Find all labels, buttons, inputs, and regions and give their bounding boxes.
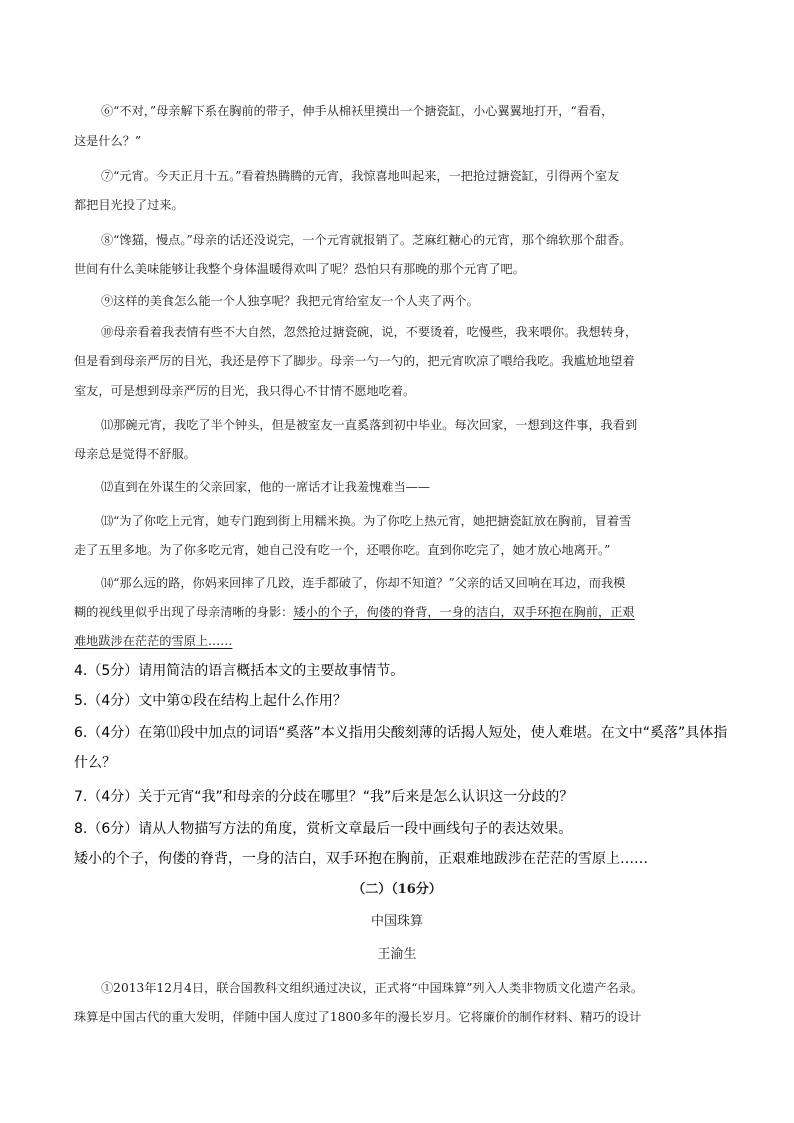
- paragraph-10-line-2: 但是看到母亲严厉的目光，我还是停下了脚步。母亲一勺一勺的，把元宵吹凉了喂给我吃。我尴尬地望着: [74, 354, 635, 368]
- paragraph-6-line-2: 这是什么？”: [74, 134, 142, 148]
- underlined-sentence-part-1: 矮小的个子，佝偻的脊背，一身的洁白，双手环抱在胸前，正艰: [293, 605, 635, 619]
- question-4: 4.（5分）请用简洁的语言概括本文的主要故事情节。: [74, 663, 405, 679]
- paragraph-14-plain-text: 糊的视线里似乎出现了母亲清晰的身影：: [74, 605, 294, 619]
- underlined-sentence-part-2: 难地跋涉在茫茫的雪原上……: [74, 634, 233, 648]
- article-paragraph-1-line-1: ①2013年12月4日，联合国教科文组织通过决议，正式将“中国珠算”列入人类非物质文化遗产名录。: [101, 981, 644, 995]
- article-author: 王渝生: [377, 947, 417, 962]
- section-heading: （二）（16分）: [352, 882, 442, 897]
- paragraph-14-line-1: ⒁“那么远的路，你妈来回摔了几跤，连手都破了，你却不知道？”父亲的话又回响在耳边，而我模: [101, 576, 626, 590]
- question-5: 5.（4分）文中第①段在结构上起什么作用？: [74, 693, 347, 709]
- paragraph-10-line-1: ⑩母亲看着我表情有些不大自然，忽然抢过搪瓷碗，说，不要烫着，吃慢些，我来喂你。我想转身，: [101, 325, 638, 339]
- question-8: 8.（6分）请从人物描写方法的角度，赏析文章最后一段中画线句子的表达效果。: [74, 821, 573, 837]
- paragraph-7-line-1: ⑦“元宵。今天正月十五。”看着热腾腾的元宵，我惊喜地叫起来，一把抢过搪瓷缸，引得两个室友: [101, 169, 620, 183]
- paragraph-8-line-2: 世间有什么美味能够让我整个身体温暖得欢叫了呢？恐怕只有那晚的那个元宵了吧。: [74, 262, 525, 276]
- paragraph-13-line-2: 走了五里多地。为了你多吃元宵，她自己没有吃一个，还喂你吃。直到你吃完了，她才放心地离开。”: [74, 543, 611, 557]
- article-paragraph-1-line-2: 珠算是中国古代的重大发明，伴随中国人度过了1800多年的漫长岁月。它将廉价的制作材料、精巧的设计: [74, 1010, 642, 1024]
- paragraph-8-line-1: ⑧“馋猫，慢点。”母亲的话还没说完，一个元宵就报销了。芝麻红糖心的元宵，那个绵软那个甜香。: [101, 233, 632, 247]
- paragraph-11-line-2: 母亲总是觉得不舒服。: [74, 447, 196, 461]
- question-7: 7.（4分）关于元宵“我”和母亲的分歧在哪里？“我”后来是怎么认识这一分歧的？: [74, 789, 574, 805]
- article-title: 中国珠算: [370, 914, 423, 929]
- question-6-line-2: 什么？: [74, 755, 116, 771]
- paragraph-12-line-1: ⑿直到在外谋生的父亲回家，他的一席话才让我羞愧难当——: [101, 480, 431, 494]
- paragraph-10-line-3: 室友，可是想到母亲严厉的目光，我只得心不甘情不愿地吃着。: [74, 384, 416, 398]
- paragraph-6-line-1: ⑥“不对，”母亲解下系在胸前的带子，伸手从棉袄里摸出一个搪瓷缸，小心翼翼地打开，“看看，: [101, 104, 614, 118]
- question-6-line-1: 6.（4分）在第⑾段中加点的词语“奚落”本义指用尖酸刻薄的话揭人短处，使人难堪。在文中“奚落”具体指: [74, 725, 728, 741]
- paragraph-14-line-2: [74, 606, 635, 618]
- paragraph-13-line-1: ⒀“为了你吃上元宵，她专门跑到街上用糯米换。为了你吃上热元宵，她把搪瓷缸放在胸前，冒着雪: [101, 514, 632, 528]
- question-8-quoted-sentence: 矮小的个子，佝偻的脊背，一身的洁白，双手环抱在胸前，正艰难地跋涉在茫茫的雪原上……: [74, 851, 648, 867]
- paragraph-9-line-1: ⑨这样的美食怎么能一个人独享呢？我把元宵给室友一个人夹了两个。: [101, 294, 479, 308]
- paragraph-11-line-1: ⑾那碗元宵，我吃了半个钟头，但是被室友一直奚落到初中毕业。每次回家，一想到这件事，我看到: [101, 418, 638, 432]
- paragraph-7-line-2: 都把目光投了过来。: [74, 198, 184, 212]
